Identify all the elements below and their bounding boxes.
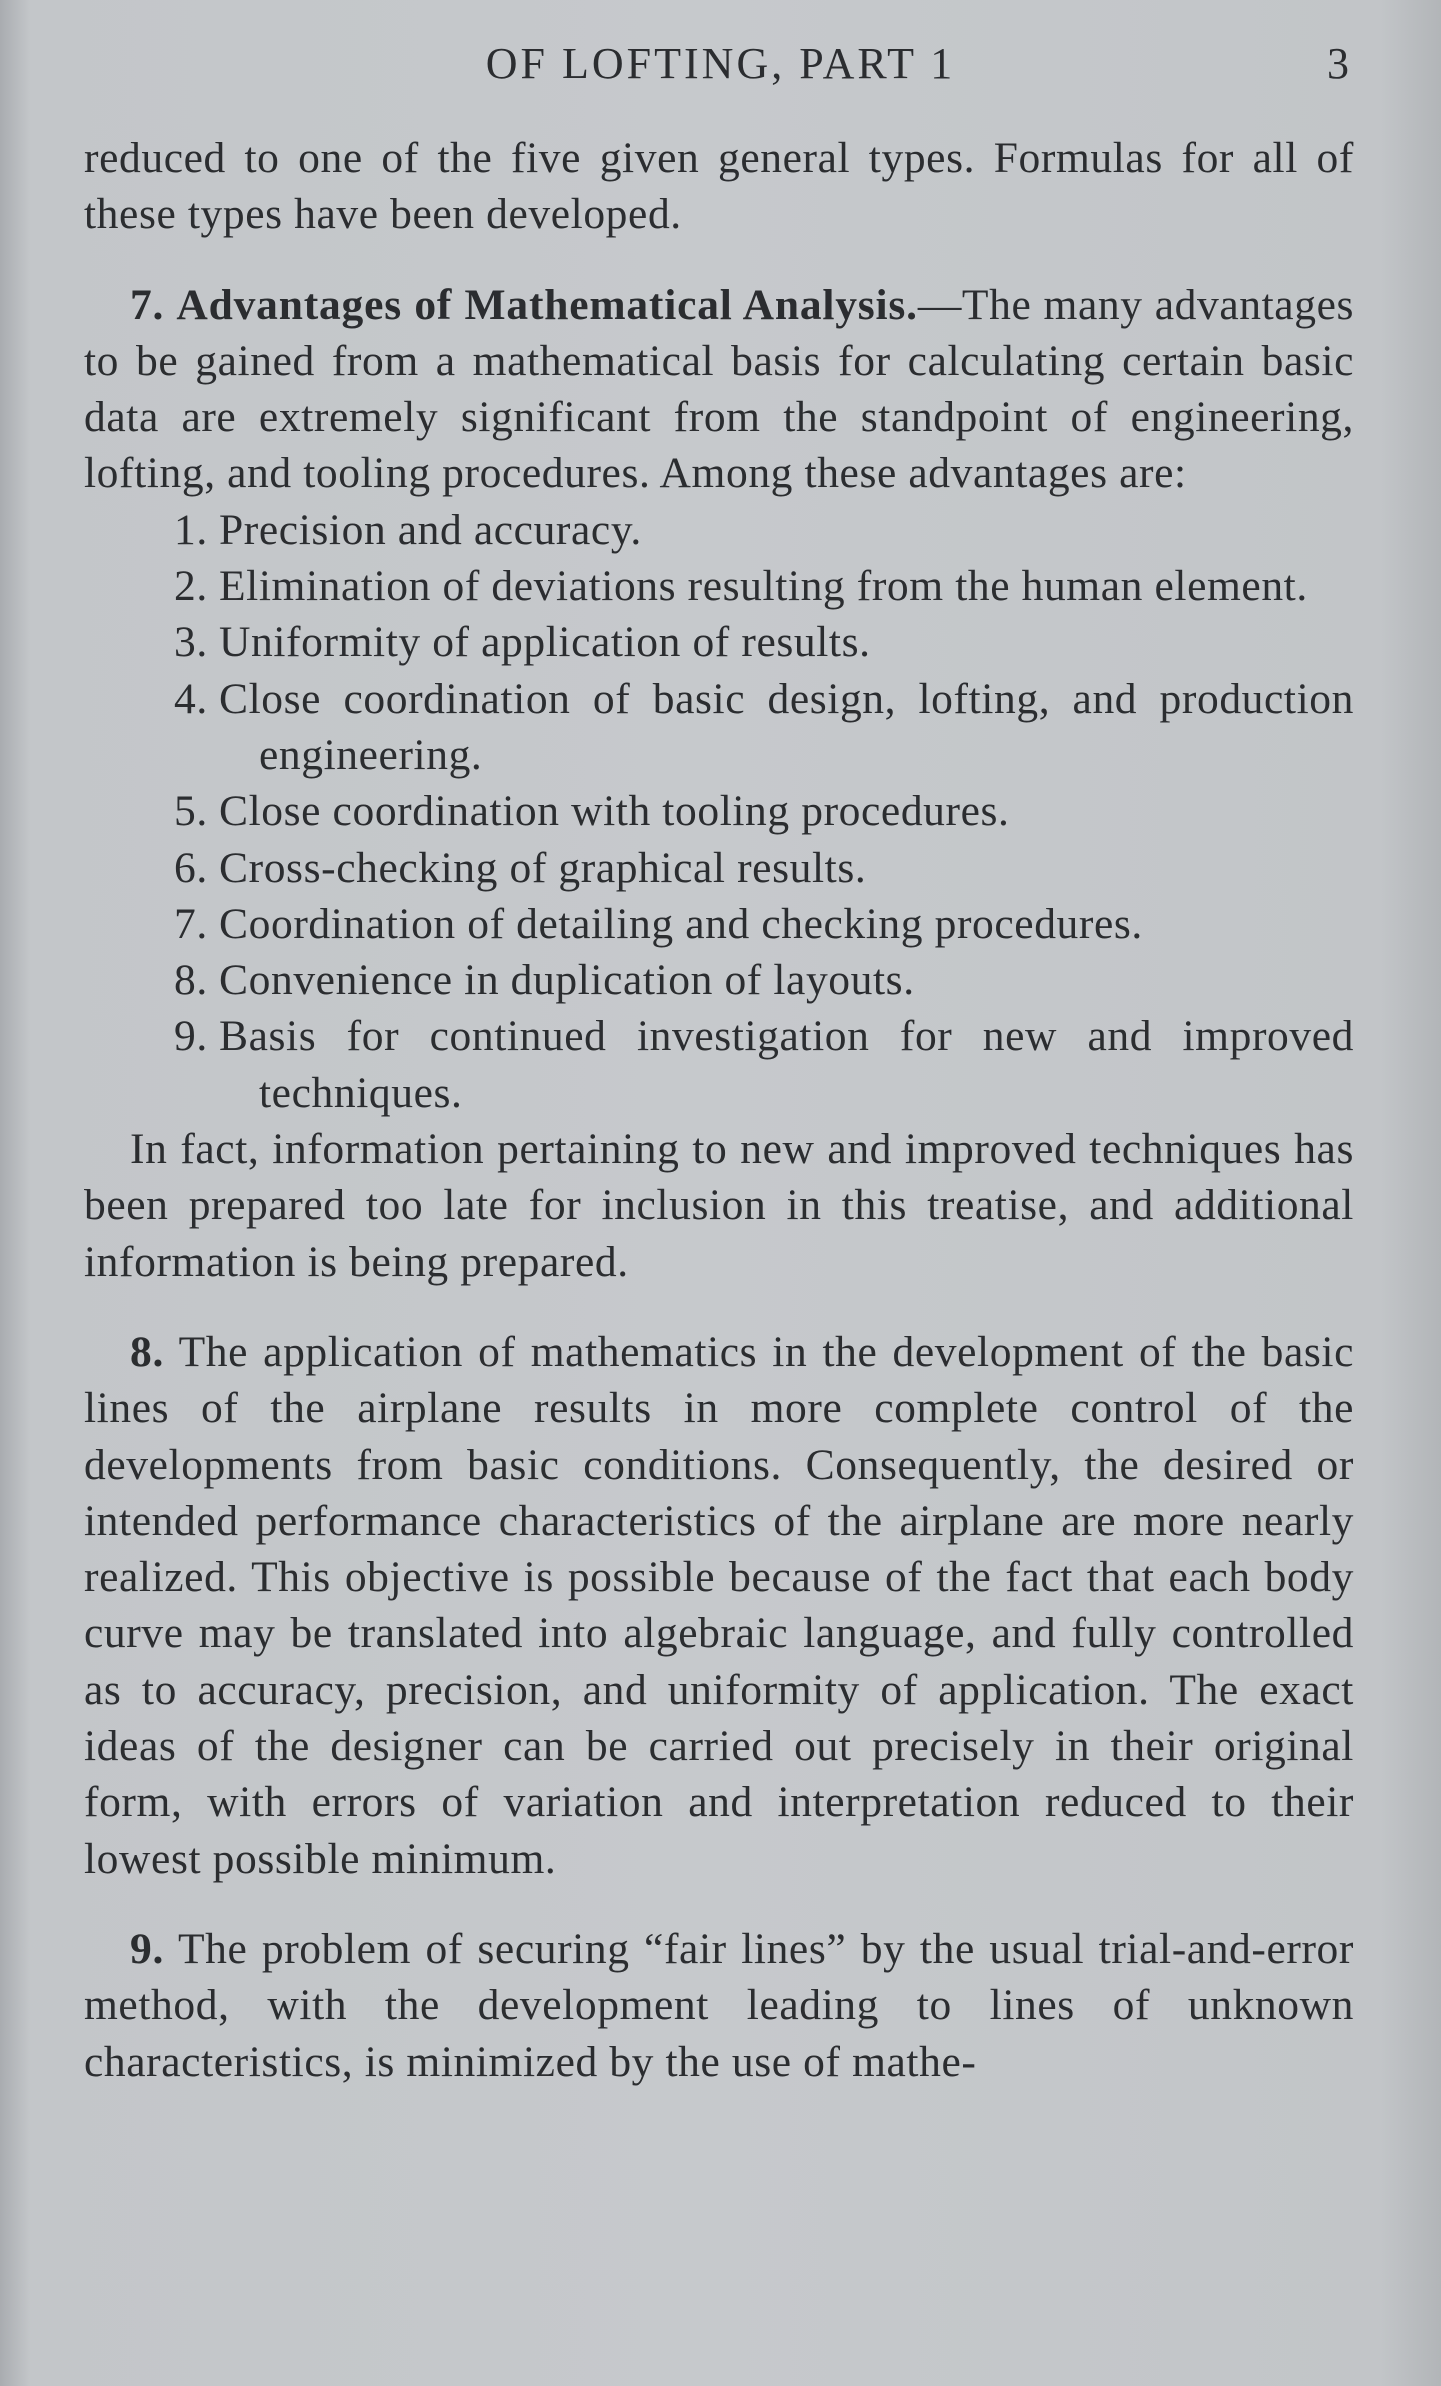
list-item-number: 2. xyxy=(174,562,208,611)
section-9-paragraph xyxy=(84,1921,1354,2090)
list-item-number: 9. xyxy=(174,1012,208,1061)
list-item xyxy=(84,502,1354,558)
list-item xyxy=(84,952,1354,1008)
list-item-text: Close coordination of basic design, lofting, and production engineering. xyxy=(219,674,1354,779)
list-item xyxy=(84,614,1354,670)
section-8-number: 8. xyxy=(130,1327,165,1376)
list-item-text: Basis for continued investigation for new and improved techniques. xyxy=(219,1012,1354,1117)
section-7-heading: Advantages of Mathematical Analysis. xyxy=(176,280,918,329)
section-7-closing: In fact, information pertaining to new and improved techniques has been prepared too late for inclusion in this treatise, and additional information is being prepared. xyxy=(84,1125,1354,1286)
list-item xyxy=(84,896,1354,952)
section-7-paragraph xyxy=(84,277,1354,502)
list-item-text: Precision and accuracy. xyxy=(219,505,642,554)
page-number: 3 xyxy=(1327,39,1349,88)
list-item-text: Coordination of detailing and checking procedures. xyxy=(219,899,1143,948)
list-item xyxy=(84,840,1354,896)
section-8-paragraph xyxy=(84,1324,1354,1887)
list-item-text: Convenience in duplication of layouts. xyxy=(219,956,915,1005)
page-header xyxy=(0,38,1441,98)
advantages-list xyxy=(84,502,1354,1121)
list-item-text: Cross-checking of graphical results. xyxy=(219,843,867,892)
list-item-text: Uniformity of application of results. xyxy=(219,618,871,667)
list-item-number: 3. xyxy=(174,618,208,667)
running-head: OF LOFTING, PART 1 xyxy=(485,39,956,88)
section-9-body: The problem of securing “fair lines” by the usual trial-and-error method, with the development leading to lines of unknown characteristics, is minimized by the use of mathe- xyxy=(84,1924,1354,2086)
body-text xyxy=(84,130,1354,2090)
list-item-number: 5. xyxy=(174,787,208,836)
list-item xyxy=(84,558,1354,614)
list-item xyxy=(84,1008,1354,1121)
section-7-body: —The many advantages to be gained from a mathematical basis for calculating certain basic data are extremely significant from the standpoint of engineering, lofting, and tooling procedures. Among these advantages are: xyxy=(84,280,1354,498)
list-item-number: 7. xyxy=(174,899,208,948)
list-item-number: 4. xyxy=(174,674,208,723)
list-item xyxy=(84,671,1354,784)
list-item xyxy=(84,783,1354,839)
list-item-number: 1. xyxy=(174,505,208,554)
list-item-text: Elimination of deviations resulting from the human element. xyxy=(219,562,1308,611)
list-item-text: Close coordination with tooling procedures. xyxy=(219,787,1010,836)
intro-paragraph: reduced to one of the five given general types. Formulas for all of these types have been developed. xyxy=(84,134,1354,239)
section-7-number: 7. xyxy=(130,280,165,329)
section-9-number: 9. xyxy=(130,1924,165,1973)
section-8-body: The application of mathematics in the development of the basic lines of the airplane results in more complete control of the developments from basic conditions. Consequently, the desired or intended performance characteristics of the airplane are more nearly realized. This objective is possible because of the fact that each body curve may be translated into algebraic language, and fully controlled as to accuracy, precision, and uniformity of application. The exact ideas of the designer can be carried out precisely in their original form, with errors of variation and interpretation reduced to their lowest possible minimum. xyxy=(84,1327,1354,1883)
list-item-number: 6. xyxy=(174,843,208,892)
list-item-number: 8. xyxy=(174,956,208,1005)
